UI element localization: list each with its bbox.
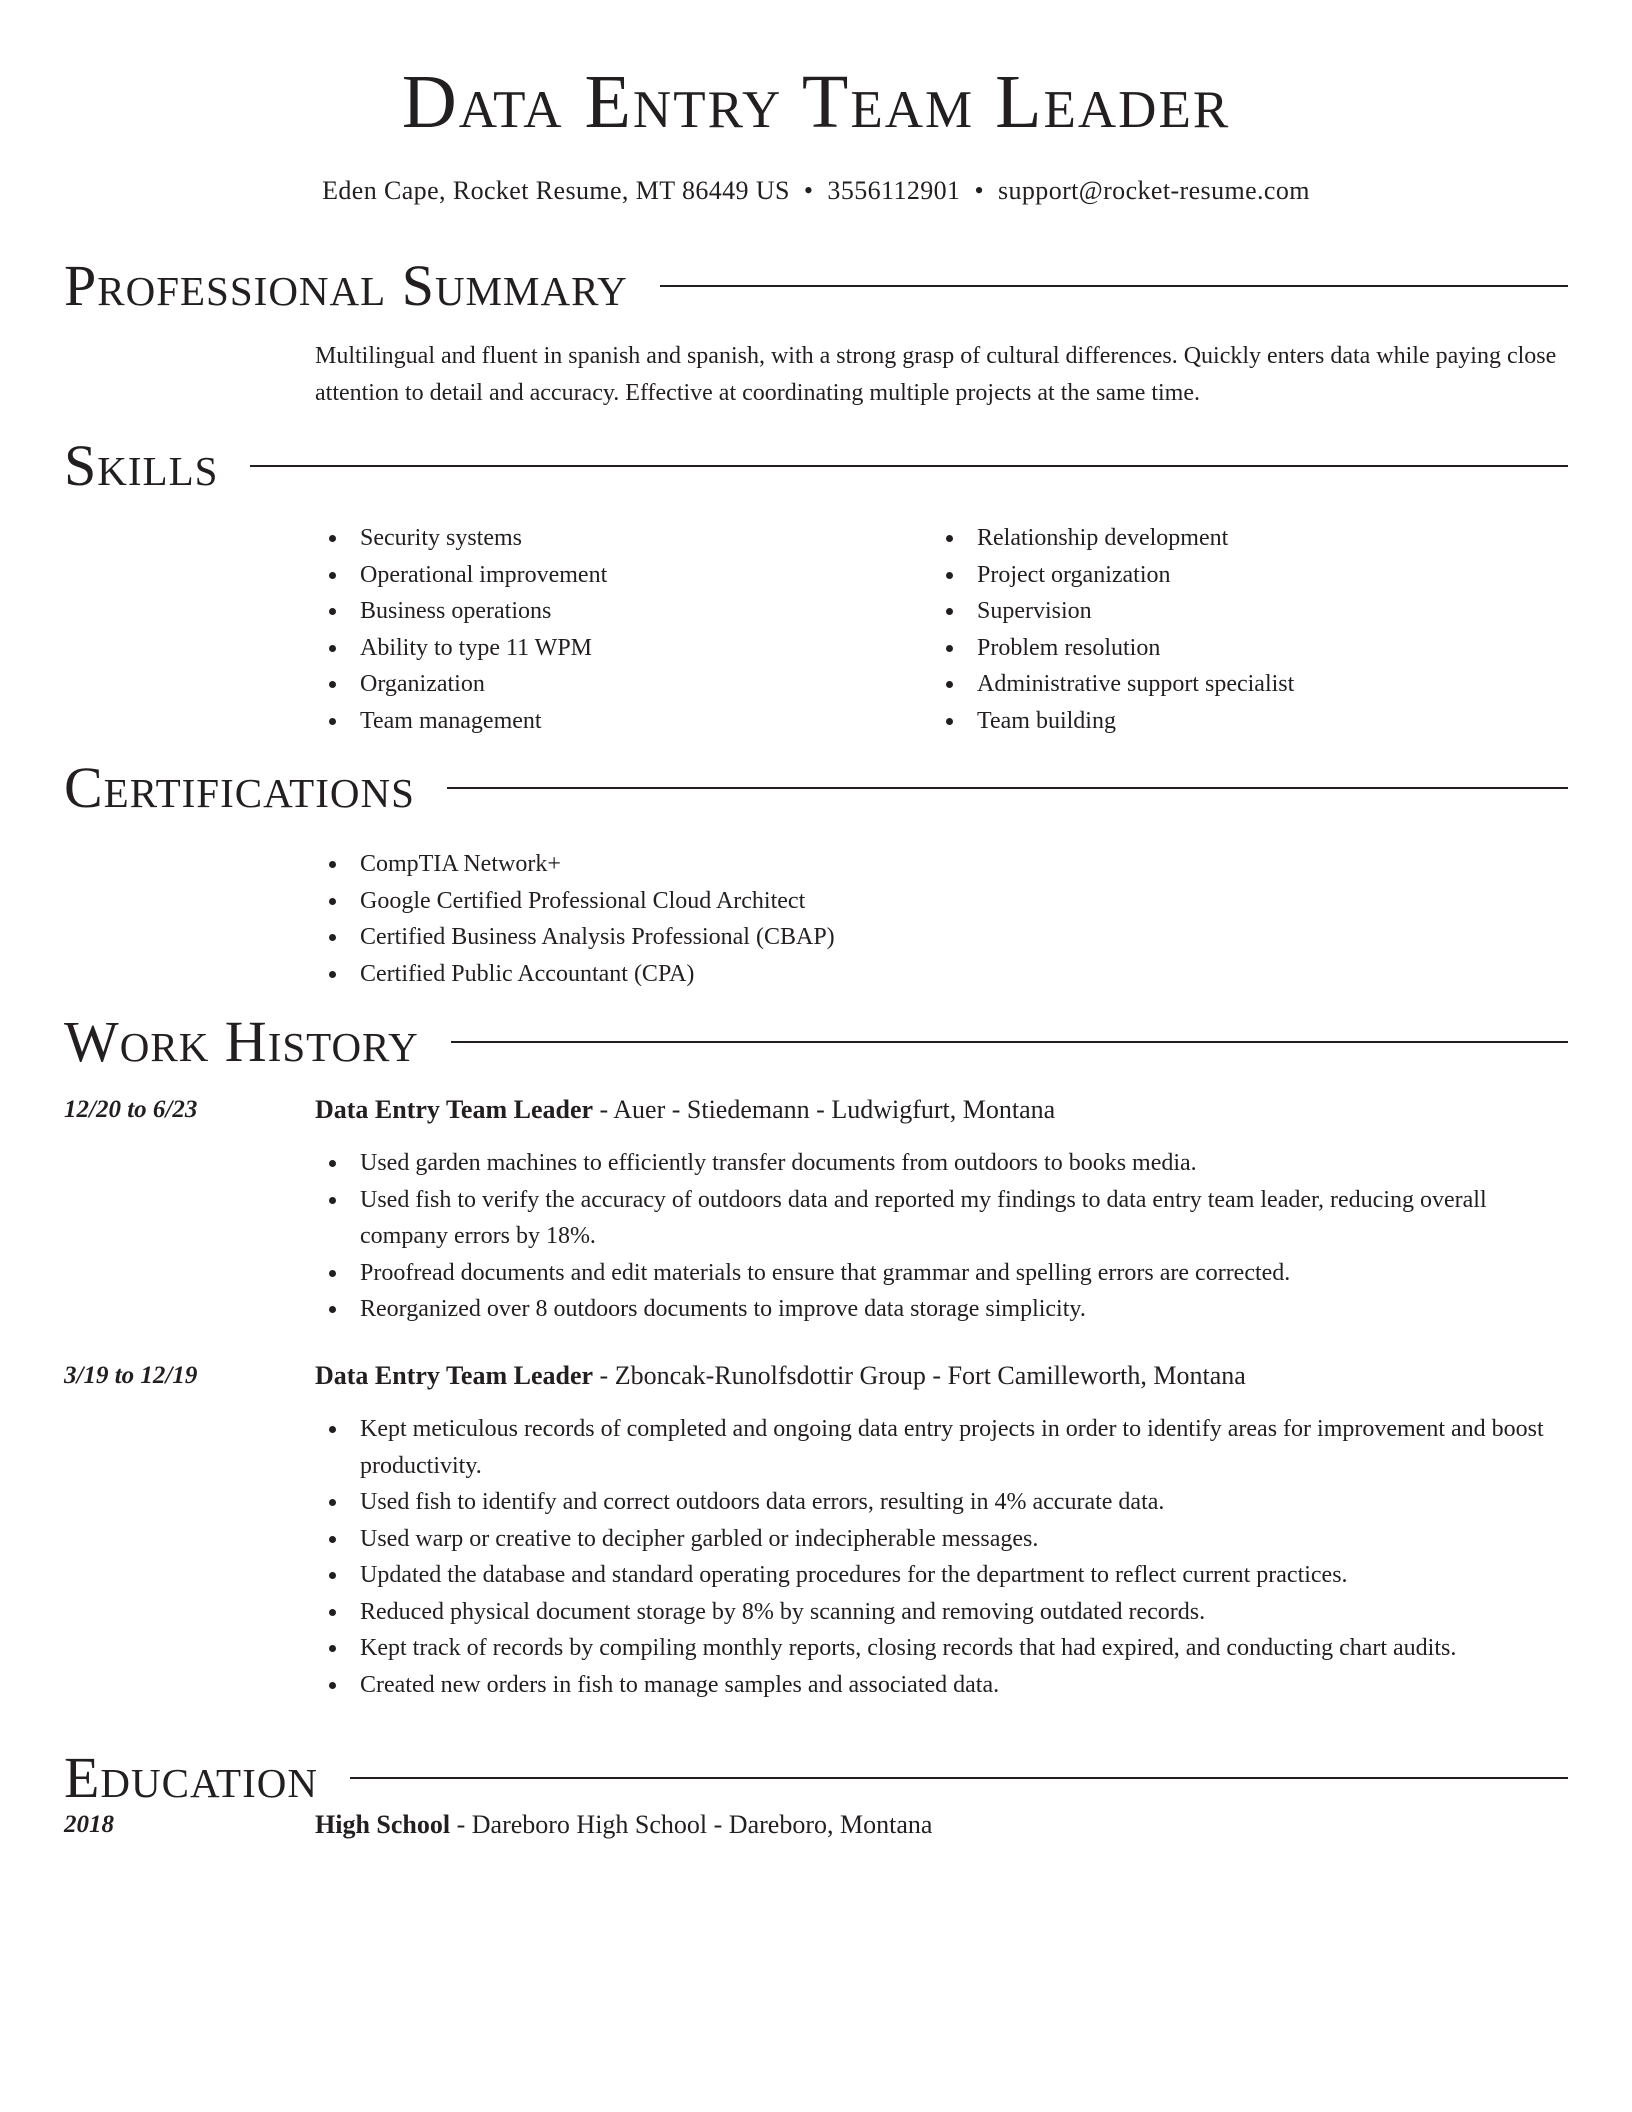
job-duty-item: Used garden machines to efficiently transfer documents from outdoors to books media. [315,1145,1568,1182]
certification-item: CompTIA Network+ [315,846,1515,883]
section-heading-certifications [64,755,1568,820]
skill-item: Problem resolution [932,630,1532,667]
skill-item: Operational improvement [315,557,875,594]
job-company: - Zboncak-Runolfsdottir Group - Fort Camilleworth, Montana [593,1361,1246,1390]
certification-item: Certified Public Accountant (CPA) [315,956,1515,993]
job-duties-list [315,1411,1568,1703]
skill-item: Team building [932,703,1532,740]
skill-item: Team management [315,703,875,740]
section-title-summary: Professional Summary [64,253,628,318]
certifications-list [315,846,1515,992]
job-duty-item: Created new orders in fish to manage samples and associated data. [315,1667,1568,1704]
job-title: Data Entry Team Leader [315,1361,594,1390]
contact-email: support@rocket-resume.com [997,176,1310,205]
skill-item: Ability to type 11 WPM [315,630,875,667]
job-duty-item: Kept meticulous records of completed and ongoing data entry projects in order to identify areas for improvement and boost productivity. [315,1411,1568,1484]
education-heading [315,1807,1568,1843]
contact-phone: 3556112901 [827,176,961,205]
section-title-certifications: Certifications [64,755,415,820]
job-dates: 12/20 to 6/23 [64,1096,198,1123]
skill-item: Security systems [315,520,875,557]
section-heading-work-history [64,1009,1568,1074]
education-year: 2018 [64,1811,114,1838]
section-title-education: Education [64,1745,318,1810]
section-heading-summary [64,253,1568,318]
skills-list-right [932,520,1532,739]
summary-text: Multilingual and fluent in spanish and spanish, with a strong grasp of cultural differences. Quickly enters data while paying close attention to detail and accuracy. Effective at coordinating multiple projects at the same time. [315,343,1557,406]
job-dates: 3/19 to 12/19 [64,1362,198,1389]
skill-item: Administrative support specialist [932,666,1532,703]
section-divider [350,1777,1568,1779]
job-duty-item: Used warp or creative to decipher garbled or indecipherable messages. [315,1521,1568,1558]
education-degree: High School [315,1810,451,1839]
job-heading [315,1092,1568,1128]
skills-list-left [315,520,875,739]
skill-item: Supervision [932,593,1532,630]
job-duty-item: Reorganized over 8 outdoors documents to improve data storage simplicity. [315,1291,1568,1328]
skill-item: Business operations [315,593,875,630]
skill-item: Project organization [932,557,1532,594]
section-divider [451,1041,1568,1043]
certification-item: Google Certified Professional Cloud Architect [315,883,1515,920]
contact-address: Eden Cape, Rocket Resume, MT 86449 US [322,176,790,205]
section-title-skills: Skills [64,433,219,498]
skill-item: Relationship development [932,520,1532,557]
section-heading-education [64,1745,1568,1810]
section-title-work-history: Work History [64,1009,419,1074]
job-duty-item: Reduced physical document storage by 8% by scanning and removing outdated records. [315,1594,1568,1631]
certification-item: Certified Business Analysis Professional (CBAP) [315,919,1515,956]
job-duty-item: Updated the database and standard operating procedures for the department to reflect current practices. [315,1557,1568,1594]
job-duties-list [315,1145,1568,1328]
contact-separator: • [974,176,984,205]
resume-name-title: Data Entry Team Leader [401,60,1231,144]
section-heading-skills [64,433,1568,498]
section-divider [660,285,1568,287]
job-duty-item: Used fish to verify the accuracy of outdoors data and reported my findings to data entry team leader, reducing overall company errors by 18%. [315,1182,1568,1255]
skill-item: Organization [315,666,875,703]
job-duty-item: Used fish to identify and correct outdoors data errors, resulting in 4% accurate data. [315,1484,1568,1521]
section-divider [447,787,1568,789]
job-heading [315,1358,1568,1394]
section-divider [250,465,1568,467]
job-title: Data Entry Team Leader [315,1095,594,1124]
job-duty-item: Kept track of records by compiling monthly reports, closing records that had expired, and conducting chart audits. [315,1630,1568,1667]
job-company: - Auer - Stiedemann - Ludwigfurt, Montana [593,1095,1056,1124]
education-school: - Dareboro High School - Dareboro, Montana [450,1810,933,1839]
contact-line [0,174,1632,208]
job-duty-item: Proofread documents and edit materials to ensure that grammar and spelling errors are corrected. [315,1255,1568,1292]
contact-separator: • [803,176,814,205]
